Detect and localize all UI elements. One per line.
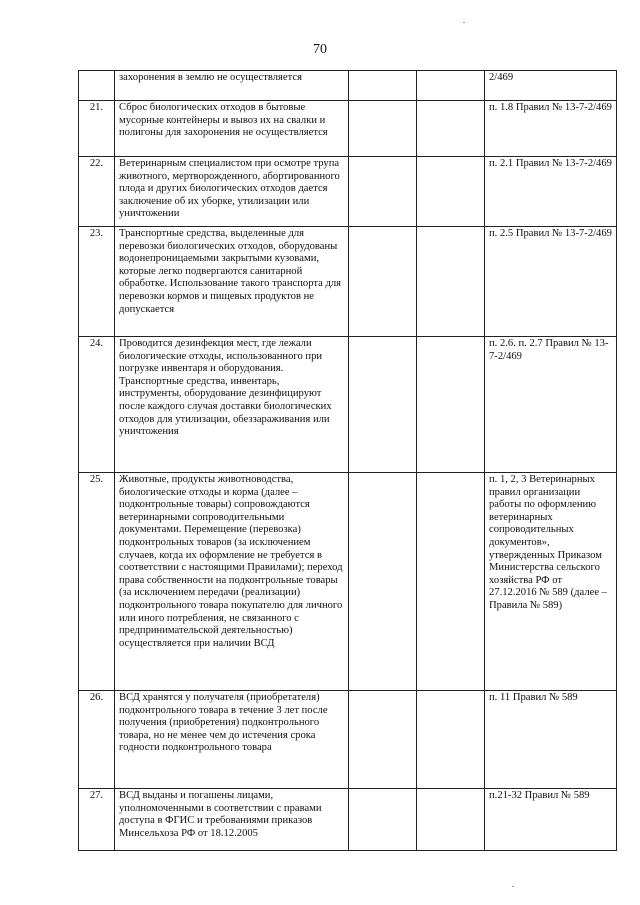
reference-text: п. 1, 2, 3 Ветеринарных правил организации работы по оформлению ветеринарных сопроводительных документов», утвержденных Приказом Министерства сельского хозяйства РФ от 27.12.2016 № 589 (далее – Правила № 589) — [485, 473, 617, 691]
empty-cell — [349, 157, 417, 227]
requirements-table — [78, 70, 617, 851]
reference-text: 2/469 — [485, 71, 617, 101]
empty-cell — [417, 337, 485, 473]
reference-text: п. 2.5 Правил № 13-7-2/469 — [485, 227, 617, 337]
requirement-text: Проводится дезинфекция мест, где лежали биологические отходы, использованного при погрузке инвентаря и оборудования. Транспортные средства, инвентарь, инструменты, оборудование дезинфицируют после каждого случая доставки биологических отходов для утилизации, обеззараживания или уничтожения — [115, 337, 349, 473]
page-number: 70 — [313, 42, 327, 57]
empty-cell — [349, 71, 417, 101]
empty-cell — [417, 101, 485, 157]
requirement-text: Транспортные средства, выделенные для перевозки биологических отходов, оборудованы водонепроницаемыми закрытыми кузовами, которые легко подвергаются санитарной обработке. Использование такого транспорта для перевозки кормов и пищевых продуктов не допускается — [115, 227, 349, 337]
requirement-text: Сброс биологических отходов в бытовые мусорные контейнеры и вывоз их на свалки и полигоны для захоронения не осуществляется — [115, 101, 349, 157]
empty-cell — [417, 691, 485, 789]
row-number: 25. — [79, 473, 115, 691]
empty-cell — [417, 227, 485, 337]
empty-cell — [349, 691, 417, 789]
reference-text: п. 1.8 Правил № 13-7-2/469 — [485, 101, 617, 157]
requirement-text: Животные, продукты животноводства, биологические отходы и корма (далее – подконтрольные товары) сопровождаются ветеринарными сопроводительными документами. Перемещение (перевозка) подконтрольных товаров (за исключением случаев, когда их оформление не требуется в соответствии с настоящими Правилами); переход права собственности на подконтрольные товары (за исключением передачи (реализации) подконтрольного товара покупателю для личного или иного потребления, не связанного с предпринимательской деятельностью) осуществляется при наличии ВСД — [115, 473, 349, 691]
table-row — [79, 227, 617, 337]
reference-text: п. 2.6. п. 2.7 Правил № 13-7-2/469 — [485, 337, 617, 473]
reference-text: п.21-32 Правил № 589 — [485, 789, 617, 851]
table-row — [79, 337, 617, 473]
row-number: 24. — [79, 337, 115, 473]
empty-cell — [349, 473, 417, 691]
row-number: 23. — [79, 227, 115, 337]
table-row — [79, 789, 617, 851]
empty-cell — [349, 789, 417, 851]
row-number: 26. — [79, 691, 115, 789]
requirement-text: ВСД выданы и погашены лицами, уполномоченными в соответствии с правами доступа в ФГИС и требованиями приказов Минсельхоза РФ от 18.12.2005 — [115, 789, 349, 851]
row-number — [79, 71, 115, 101]
empty-cell — [349, 337, 417, 473]
table-row — [79, 157, 617, 227]
scan-speck — [512, 886, 514, 887]
empty-cell — [349, 227, 417, 337]
empty-cell — [417, 789, 485, 851]
reference-text: п. 11 Правил № 589 — [485, 691, 617, 789]
requirement-text: ВСД хранятся у получателя (приобретателя) подконтрольного товара в течение 3 лет после получения (приобретения) подконтрольного товара, но не менее чем до истечения срока годности подконтрольного товара — [115, 691, 349, 789]
empty-cell — [417, 473, 485, 691]
requirement-text: захоронения в землю не осуществляется — [115, 71, 349, 101]
row-number: 27. — [79, 789, 115, 851]
row-number: 22. — [79, 157, 115, 227]
empty-cell — [417, 71, 485, 101]
empty-cell — [417, 157, 485, 227]
scan-speck — [463, 22, 465, 23]
requirement-text: Ветеринарным специалистом при осмотре трупа животного, мертворожденного, абортированного плода и других биологических отходов дается заключение об их уборке, утилизации или уничтожении — [115, 157, 349, 227]
empty-cell — [349, 101, 417, 157]
table-row — [79, 101, 617, 157]
table-row — [79, 473, 617, 691]
reference-text: п. 2.1 Правил № 13-7-2/469 — [485, 157, 617, 227]
table-row — [79, 691, 617, 789]
row-number: 21. — [79, 101, 115, 157]
table-row — [79, 71, 617, 101]
